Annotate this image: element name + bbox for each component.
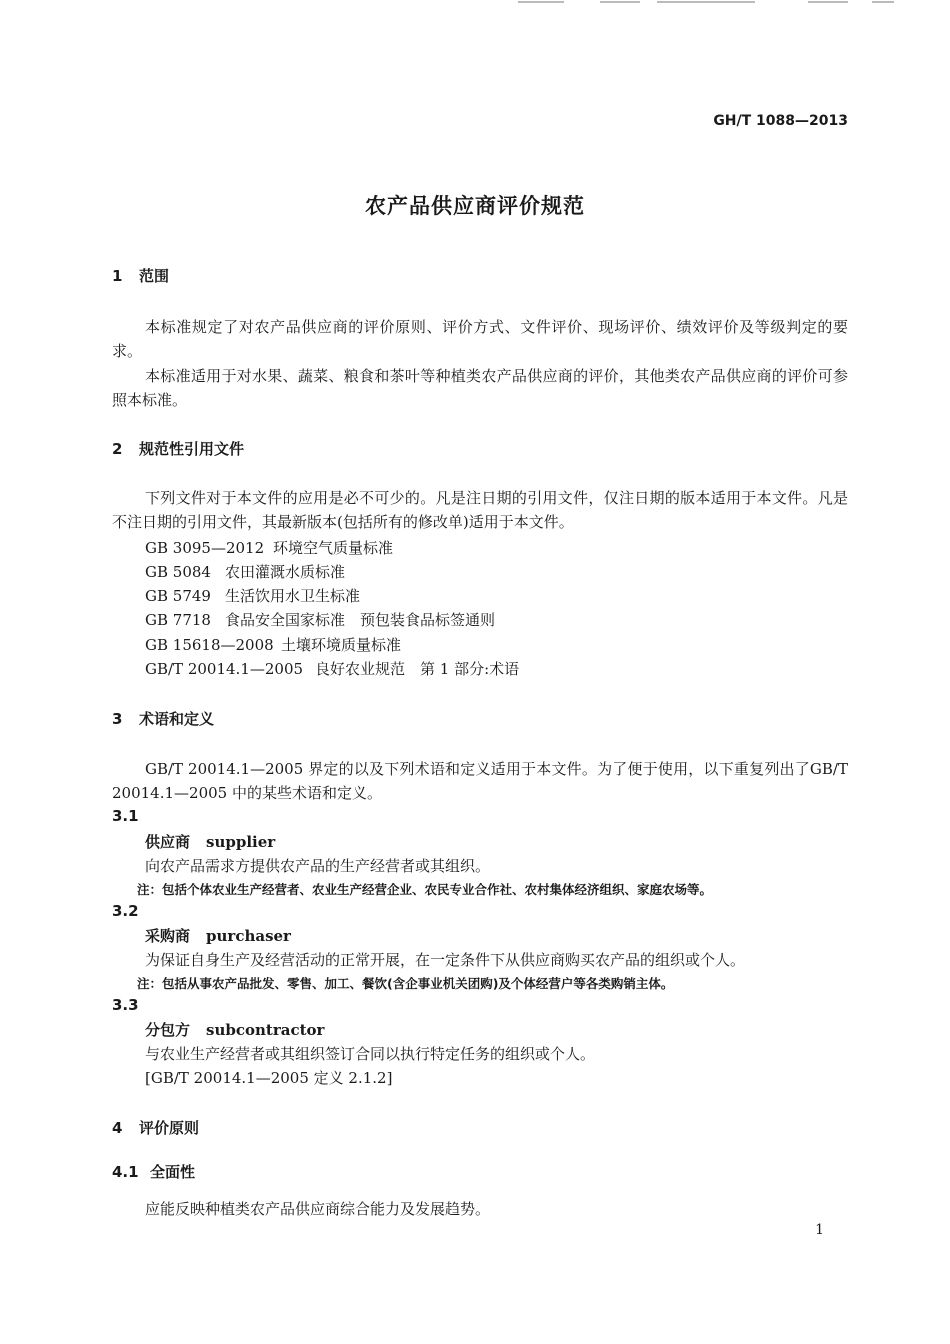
term-note: 注：包括从事农产品批发、零售、加工、餐饮(含企事业机关团购)及个体经营户等各类购销主体。 [137,976,674,991]
section-4-heading [112,1117,199,1138]
reference-title: 良好农业规范 第 1 部分:术语 [315,660,520,678]
reference-item [145,658,519,679]
section-title: 术语和定义 [139,710,215,728]
scan-top-edge-marks [0,0,950,8]
reference-item [145,585,360,606]
section-number: 2 [112,440,123,458]
term-entry [145,831,275,852]
subsection-4-1-heading [112,1161,195,1182]
document-title: 农产品供应商评价规范 [365,194,585,218]
reference-item [145,561,345,582]
reference-item [145,609,495,630]
page-number: 1 [815,1222,824,1238]
reference-code: GB 7718 [145,611,211,629]
section-1-heading [112,265,169,286]
term-entry [145,925,291,946]
reference-code: GB 3095—2012 [145,539,265,557]
subsection-number: 4.1 [112,1163,139,1181]
section-title: 评价原则 [139,1119,200,1137]
clause-number: 3.1 [112,807,139,825]
reference-code: GB/T 20014.1—2005 [145,660,304,678]
reference-item [145,537,393,558]
scope-paragraph-2: 本标准适用于对水果、蔬菜、粮食和茶叶等种植类农产品供应商的评价，其他类农产品供应商的评价可参照本标准。 [112,367,848,409]
section-title: 规范性引用文件 [139,440,245,458]
section-3-heading [112,708,214,729]
scope-paragraph-1: 本标准规定了对农产品供应商的评价原则、评价方式、文件评价、现场评价、绩效评价及等级判定的要求。 [112,318,848,360]
clause-number: 3.3 [112,996,139,1014]
clause-number: 3.2 [112,902,139,920]
reference-title: 农田灌溉水质标准 [225,563,346,581]
normative-intro: 下列文件对于本文件的应用是必不可少的。凡是注日期的引用文件，仅注日期的版本适用于本文件。凡是不注日期的引用文件，其最新版本(包括所有的修改单)适用于本文件。 [112,489,848,531]
reference-code: GB 5749 [145,587,211,605]
section-2-heading [112,438,244,459]
reference-title: 生活饮用水卫生标准 [225,587,361,605]
term-chinese: 采购商 [145,927,191,945]
section-number: 4 [112,1119,123,1137]
term-definition: 与农业生产经营者或其组织签订合同以执行特定任务的组织或个人。 [145,1045,596,1063]
terms-intro: GB/T 20014.1—2005 界定的以及下列术语和定义适用于本文件。为了便于使用，以下重复列出了GB/T 20014.1—2005 中的某些术语和定义。 [112,760,848,802]
term-entry [145,1019,324,1040]
subsection-4-1-text: 应能反映种植类农产品供应商综合能力及发展趋势。 [145,1200,491,1218]
reference-item [145,634,401,655]
term-chinese: 分包方 [145,1021,191,1039]
term-chinese: 供应商 [145,833,191,851]
reference-title: 环境空气质量标准 [273,539,394,557]
reference-title: 食品安全国家标准 预包装食品标签通则 [225,611,496,629]
reference-title: 土壤环境质量标准 [281,636,402,654]
term-source: [GB/T 20014.1—2005 定义 2.1.2] [145,1069,393,1087]
term-english: supplier [206,833,276,851]
term-definition: 为保证自身生产及经营活动的正常开展，在一定条件下从供应商购买农产品的组织或个人。 [145,951,746,969]
section-title: 范围 [139,267,170,285]
reference-code: GB 15618—2008 [145,636,274,654]
term-english: purchaser [206,927,291,945]
section-number: 3 [112,710,123,728]
section-number: 1 [112,267,123,285]
term-note: 注：包括个体农业生产经营者、农业生产经营企业、农民专业合作社、农村集体经济组织、家庭农场等。 [137,882,713,897]
subsection-title: 全面性 [150,1163,196,1181]
reference-code: GB 5084 [145,563,211,581]
standard-number: GH/T 1088—2013 [713,113,848,129]
term-english: subcontractor [206,1021,325,1039]
term-definition: 向农产品需求方提供农产品的生产经营者或其组织。 [145,857,491,875]
